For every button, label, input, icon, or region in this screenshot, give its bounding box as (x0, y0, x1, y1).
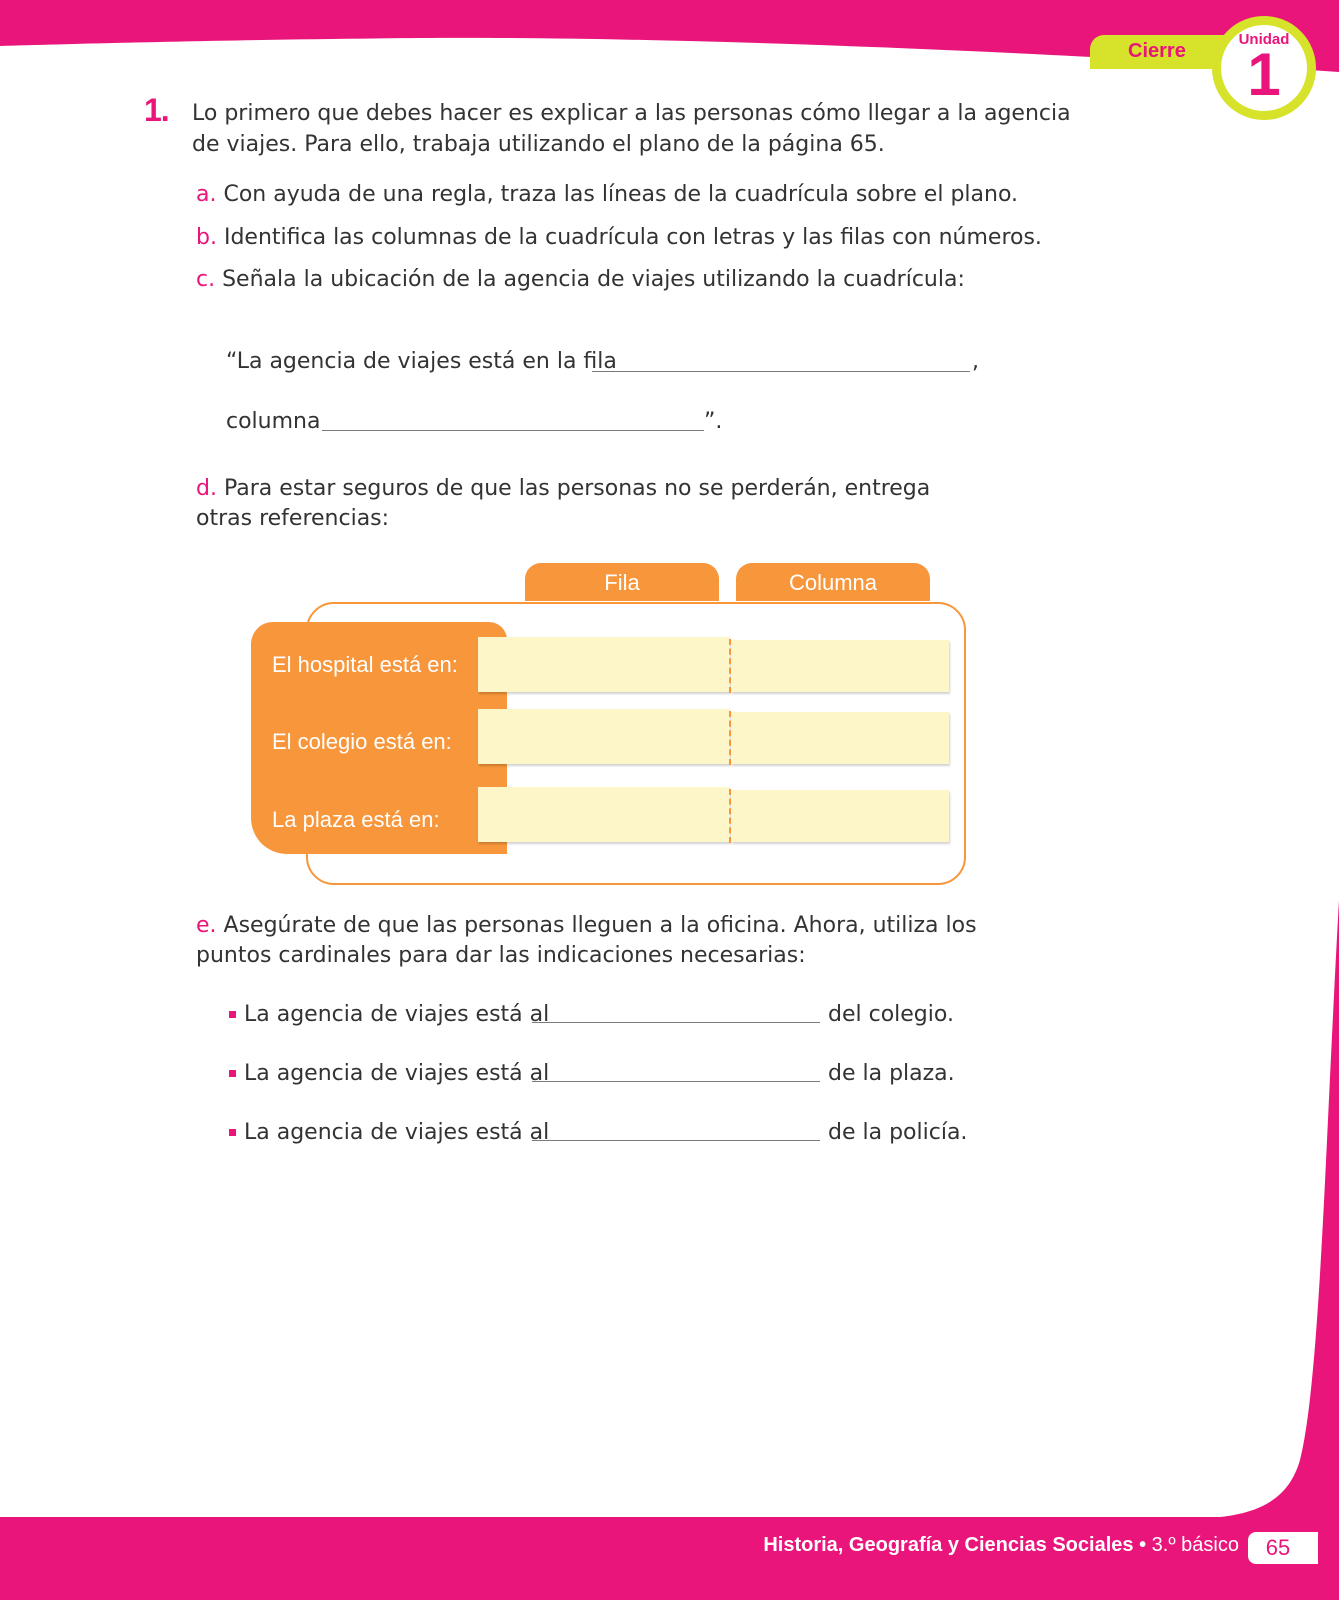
item-a-text: Con ayuda de una regla, traza las líneas de la cuadrícula sobre el plano. (223, 182, 1019, 207)
columna-answer-line[interactable] (322, 430, 704, 431)
footer-bar (0, 1517, 1339, 1600)
bullet-square (229, 1129, 236, 1136)
item-e-letter: e. (196, 913, 217, 938)
bullet-2-start: La agencia de viajes está al (244, 1061, 550, 1086)
cell-colegio-fila[interactable] (478, 709, 730, 764)
cell-plaza-fila[interactable] (478, 787, 730, 842)
col-header-fila: Fila (525, 563, 719, 601)
item-a-letter: a. (196, 182, 217, 207)
bullet-3-answer-line[interactable] (532, 1140, 820, 1141)
item-d-text: Para estar seguros de que las personas no se perderán, entrega otras referencias: (196, 476, 931, 531)
cell-hospital-fila[interactable] (478, 637, 730, 692)
bullet-2-end: de la plaza. (828, 1061, 955, 1086)
bullet-1-end: del colegio. (828, 1002, 954, 1027)
bullet-3-start: La agencia de viajes está al (244, 1120, 550, 1145)
unit-word: Unidad (1238, 31, 1290, 48)
cell-hospital-columna[interactable] (731, 640, 949, 692)
question-text: Lo primero que debes hacer es explicar a las personas cómo llegar a la agencia de viajes. Para ello, trabaja utilizando el plano de la página 65. (192, 101, 1071, 157)
item-a (196, 180, 1018, 210)
col-header-columna: Columna (736, 563, 930, 601)
item-b (196, 223, 1042, 253)
question-number: 1. (144, 92, 169, 128)
right-magenta-curve (1220, 900, 1339, 1517)
fila-comma: , (972, 349, 979, 374)
row-label-colegio: El colegio está en: (272, 729, 452, 754)
section-label: Cierre (1128, 40, 1186, 62)
bullet-square (229, 1070, 236, 1077)
divider-row-3 (729, 789, 731, 843)
footer-subject: Historia, Geografía y Ciencias Sociales (763, 1534, 1134, 1556)
item-c (196, 265, 965, 295)
bullet-2-answer-line[interactable] (532, 1081, 820, 1082)
item-c-text: Señala la ubicación de la agencia de viajes utilizando la cuadrícula: (222, 267, 965, 292)
item-e-text: Asegúrate de que las personas lleguen a la oficina. Ahora, utiliza los puntos cardinales para dar las indicaciones necesarias: (196, 913, 977, 968)
bullet-1-answer-line[interactable] (532, 1022, 820, 1023)
bullet-3-end: de la policía. (828, 1120, 968, 1145)
fila-answer-line[interactable] (592, 371, 970, 372)
columna-word: columna (226, 409, 321, 434)
unit-number: 1 (1247, 41, 1281, 108)
unit-badge (1212, 16, 1316, 120)
bullet-1-start: La agencia de viajes está al (244, 1002, 550, 1027)
footer-grade: 3.º básico (1151, 1534, 1239, 1556)
row-label-hospital: El hospital está en: (272, 652, 458, 677)
fila-sentence-start: “La agencia de viajes está en la fila (226, 349, 617, 374)
footer-text (763, 1534, 1239, 1557)
cell-colegio-columna[interactable] (731, 712, 949, 764)
footer-separator: • (1139, 1534, 1147, 1556)
divider-row-2 (729, 711, 731, 765)
sentence-end: ”. (704, 409, 723, 434)
divider-row-1 (729, 639, 731, 693)
item-b-letter: b. (196, 225, 217, 250)
item-b-text: Identifica las columnas de la cuadrícula con letras y las filas con números. (223, 225, 1042, 250)
item-c-letter: c. (196, 267, 216, 292)
page-number: 65 (1265, 1535, 1291, 1560)
bullet-square (229, 1011, 236, 1018)
item-d (196, 474, 956, 534)
cell-plaza-columna[interactable] (731, 790, 949, 842)
row-label-plaza: La plaza está en: (272, 807, 440, 832)
item-d-letter: d. (196, 476, 217, 501)
item-e (196, 911, 1026, 971)
